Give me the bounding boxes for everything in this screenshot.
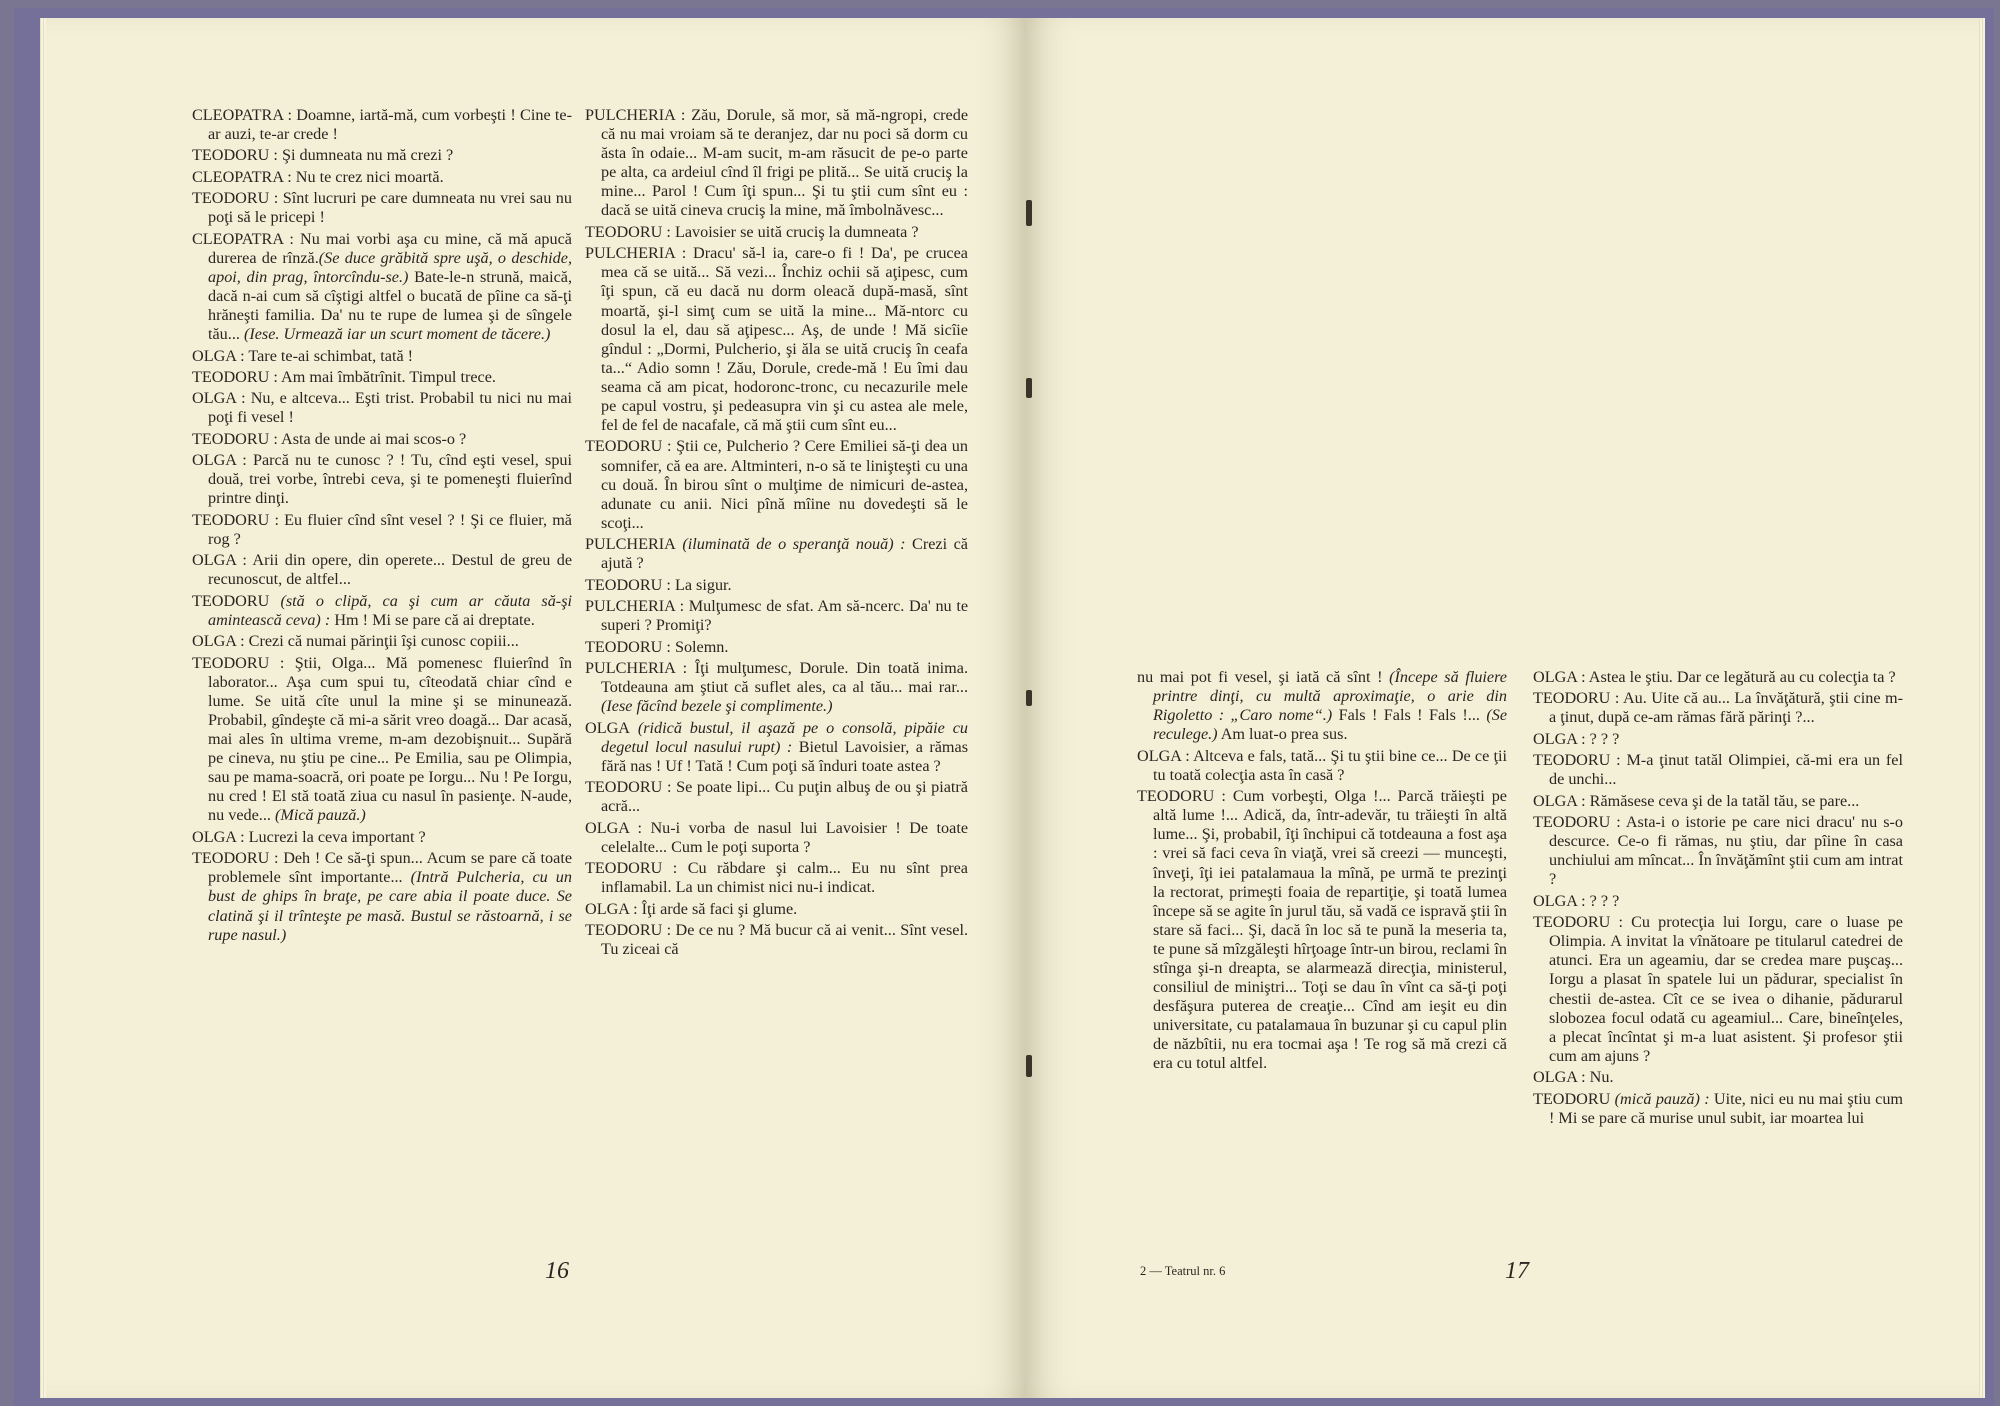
speaker-name: PULCHERIA : (585, 106, 686, 124)
speaker-name: TEODORU : (585, 778, 672, 797)
dialogue-text: De ce nu ? Mă bucur că ai venit... Sînt vesel. Tu ziceai că (601, 921, 968, 959)
dialogue-text: Arii din opere, din operete... Destul de greu de recunoscut, de altfel... (208, 551, 572, 589)
dialogue-text: Crezi că numai părinţii îşi cunosc copiii... (244, 632, 519, 651)
dialogue-line (192, 849, 572, 944)
speaker-name: OLGA : (192, 451, 247, 470)
left-page-column-1 (192, 106, 572, 947)
speaker-name: TEODORU : (585, 637, 671, 656)
speaker-name: TEODORU (1533, 1089, 1611, 1108)
dialogue-text: Parcă nu te cunosc ? ! Tu, cînd eşti vesel, spui două, trei vorbe, întrebi ceva, şi te pomeneşti fluierînd printre dinţi. (208, 451, 573, 508)
dialogue-line (192, 654, 572, 826)
speaker-name: PULCHERIA : (585, 597, 685, 616)
dialogue-text: Nu, e altceva... Eşti trist. Probabil tu nici nu mai poţi fi vesel ! (208, 389, 572, 427)
dialogue-line (1533, 913, 1903, 1066)
dialogue-line (192, 451, 572, 508)
dialogue-text: Cu protecţia lui Iorgu, care o luase pe Olimpia. A invitat la vînătoare pe titularul catedrei de atunci. Era un ageamiu, dar se credea mare puşcaş... Iorgu a plasat în spatele lui un pădurar, specialist în chestii de-astea. Cît ce se ivea o dihanie, pădurarul slobozea focul odată cu ageamiul... Care, bineînţeles, a plecat încîntat şi m-a luat asistent. Şi profesor ştii cum am ajuns ? (1549, 913, 1903, 1065)
dialogue-text: Solemn. (670, 637, 729, 656)
dialogue-line (192, 592, 572, 630)
speaker-name: OLGA : (585, 818, 643, 837)
dialogue-text: Doamne, iartă-mă, cum vorbeşti ! Cine te-ar auzi, te-ar crede ! (208, 106, 572, 144)
dialogue-line (192, 551, 572, 589)
speaker-name: TEODORU : (1533, 751, 1621, 770)
dialogue-line (192, 106, 572, 144)
dialogue-text: Nu mai vorbi aşa cu mine, că mă apucă durerea de rînză. (208, 229, 572, 267)
dialogue-line (1533, 751, 1903, 789)
printer-signature: 2 — Teatrul nr. 6 (1140, 1264, 1226, 1278)
speaker-name: TEODORU : (192, 849, 279, 868)
binding-stitch (1026, 200, 1032, 226)
speaker-name: TEODORU : (192, 510, 279, 529)
dialogue-line (585, 900, 968, 919)
dialogue-text: Deh ! Ce să-ţi spun... Acum se pare că toate problemele sînt importante... (208, 849, 572, 887)
left-page-column-2 (585, 106, 968, 961)
dialogue-text: M-a ţinut tatăl Olimpiei, că-mi era un fel de unchi... (1549, 751, 1903, 789)
speaker-name: OLGA : (1533, 1068, 1586, 1087)
stage-direction: (Se reculege.) (1153, 706, 1508, 744)
dialogue-text: Nu te crez nici moartă. (291, 167, 444, 186)
speaker-name: OLGA : (1533, 729, 1586, 748)
dialogue-text: Am mai îmbătrînit. Timpul trece. (277, 368, 496, 386)
dialogue-line (1137, 747, 1507, 785)
page-edge (1979, 18, 1985, 1398)
dialogue-text: Şi dumneata nu mă crezi ? (277, 146, 454, 165)
binding-stitch (1026, 378, 1032, 398)
stage-direction: (Mică pauză.) (270, 806, 366, 825)
stage-direction: (Se duce grăbită spre uşă, o deschide, apoi, din prag, întorcîndu-se.) (208, 248, 572, 286)
speaker-name: CLEOPATRA : (192, 229, 294, 248)
dialogue-text: Lucrezi la ceva important ? (244, 827, 426, 846)
dialogue-line (585, 859, 968, 897)
dialogue-text: Am luat-o prea sus. (1217, 725, 1348, 744)
dialogue-text: Nu-i vorba de nasul lui Lavoisier ! De toate celelalte... Cum le poţi suporta ? (601, 818, 968, 856)
dialogue-text: La sigur. (670, 575, 732, 594)
dialogue-text: Bate-le-n strună, maică, dacă n-ai cum să cîştigi altfel o bucată de pîine ca să-ţi hrăneşti familia. Da' nu te rupe de lumea şi de sîngele tău... (208, 267, 572, 344)
dialogue-text: Zău, Dorule, să mor, să mă-ngropi, crede că nu mai vroiam să te deranjez, dar nu poci să dorm cu ăsta în odaie... M-am sucit, m-am răsucit de pe-o parte pe alta, ca ardeiul cînd îl frigi pe plită... Se uită cruciş la mine... Parol ! Cum îţi spun... Şi tu ştii cum sînt eu : dacă se uită cineva cruciş la mine, mă îmbolnăvesc... (601, 106, 969, 220)
speaker-name: OLGA : (1533, 791, 1586, 810)
speaker-name: OLGA (585, 718, 630, 737)
speaker-name: OLGA : (192, 827, 245, 846)
speaker-name: PULCHERIA : (585, 659, 688, 677)
dialogue-line (192, 632, 572, 651)
dialogue-text: Hm ! Mi se pare că ai dreptate. (330, 610, 535, 629)
speaker-name: TEODORU : (1533, 689, 1620, 708)
speaker-name: TEODORU : (585, 222, 671, 241)
dialogue-text: Mulţumesc de sfat. Am să-ncerc. Da' nu te superi ? Promiţi? (601, 597, 968, 635)
speaker-name: CLEOPATRA : (192, 167, 292, 186)
dialogue-line (585, 921, 968, 959)
dialogue-line (1533, 689, 1903, 727)
dialogue-text: Ştii ce, Pulcherio ? Cere Emiliei să-ţi dea un somnifer, că ea are. Altminteri, n-o să te linişteşti cu una cu două. În birou sînt o mulţime de nimicuri de-astea, adunate cu anii. Nici pînă mîine nu dovedeşti să le scoţi... (601, 437, 968, 532)
dialogue-line (585, 535, 968, 573)
dialogue-text: Lavoisier se uită cruciş la dumneata ? (670, 222, 919, 241)
dialogue-line (1137, 787, 1507, 1073)
dialogue-text: Fals ! Fals ! Fals !... (1332, 706, 1480, 725)
stage-direction: (mică pauză) : (1610, 1089, 1710, 1108)
dialogue-line (1533, 892, 1903, 911)
dialogue-line (1533, 792, 1903, 811)
dialogue-line (192, 347, 572, 366)
speaker-name: TEODORU : (1137, 787, 1226, 806)
stage-direction: (stă o clipă, ca şi cum ar căuta să-şi amintească ceva) : (208, 591, 572, 629)
dialogue-text: Astea le ştiu. Dar ce legătură au cu colecţia ta ? (1585, 668, 1896, 686)
dialogue-text: Cu răbdare şi calm... Eu nu sînt prea inflamabil. La un chimist nici nu-i indicat. (601, 859, 968, 897)
dialogue-line (192, 389, 572, 427)
dialogue-text: Îţi arde să faci şi glume. (637, 899, 798, 918)
dialogue-text: Ştii, Olga... Mă pomenesc fluierînd în laborator... Aşa cum spui tu, cîteodată chiar cînd e lume. Se uită cîte unul la mine şi se minunează. Probabil, gîndeşte că mi-a sărit vreo doagă... Dar acasă, mai ales în ultima vreme, m-am dezobişnuit... Supără pe cineva, nu ştiu pe cine... Pe Emilia, sau pe Olimpia, sau pe mama-soacră, ori poate pe Iorgu... Nu ! Pe Iorgu, nu cred ! El stă toată ziua cu nasul în pasienţe. N-aude, nu vede... (208, 653, 572, 825)
binding-stitch (1026, 1055, 1032, 1077)
speaker-name: TEODORU (192, 591, 270, 610)
dialogue-text: Rămăsese ceva şi de la tatăl tău, se pare... (1585, 791, 1860, 810)
dialogue-text: Tare te-ai schimbat, tată ! (244, 346, 414, 365)
speaker-name: OLGA : (585, 899, 638, 918)
stage-direction: (ridică bustul, il aşază pe o consolă, pipăie cu degetul locul nasului rupt) : (601, 718, 968, 756)
dialogue-text: ? ? ? (1585, 729, 1620, 748)
stage-direction: (Intră Pulcheria, cu un bust de ghips în braţe, pe care abia il poate duce. Se clatină şi il trînteşte pe masă. Bustul se răstoarnă, i se rupe nasul.) (208, 868, 572, 944)
speaker-name: OLGA : (1533, 891, 1586, 910)
dialogue-line (585, 778, 968, 816)
dialogue-text: Altceva e fals, tată... Şi tu ştii bine ce... De ce ţii tu toată colecţia asta în casă ? (1153, 746, 1507, 784)
dialogue-line (192, 230, 572, 345)
dialogue-line (1137, 668, 1507, 744)
dialogue-line (585, 106, 968, 221)
speaker-name: OLGA : (192, 632, 245, 651)
speaker-name: OLGA : (1533, 668, 1586, 686)
speaker-name: TEODORU : (192, 653, 285, 672)
page-edge (40, 18, 46, 1398)
page-number: 16 (545, 1258, 569, 1284)
speaker-name: TEODORU : (585, 921, 672, 939)
dialogue-line (585, 719, 968, 776)
dialogue-text: Uite, nici eu nu mai ştiu cum ! Mi se pare că murise unul subit, iar moartea lui (1549, 1089, 1904, 1127)
speaker-name: TEODORU : (585, 575, 671, 594)
dialogue-text: Cum vorbeşti, Olga !... Parcă trăieşti pe altă lume !... Adică, da, într-adevăr, tu trăieşti în altă lume... Şi, probabil, îţi închipui că totdeauna a fost aşa : vrei să faci ceva în viaţă, vrei să creezi — munceşti, înveţi, îţi iei patalamaua la mînă, pe urmă te prezinţi la rectorat, primeşti foaia de repartiţie, şi toată lumea începe să se agite în jurul tău, să vadă ce ispravă ştii în stare să faci... Şi, dacă în loc să te pună la meseria ta, te pune să mîzgăleşti hîrţoage într-un birou, reclami în stînga şi-n dreapta, se alarmează direcţia, ministerul, consiliul de miniştri... Toţi se dau în vînt ca să-ţi poţi desfăşura puterea de creaţie... Cînd am ieşit eu din universitate, cu patalamaua în buzunar şi cu capul plin de năzbîtii, nu era tocmai aşa ! Te rog să mă crezi că era cu totul altfel. (1153, 787, 1507, 1073)
dialogue-text: nu mai pot fi vesel, şi iată că sînt ! (1137, 668, 1383, 686)
speaker-name: PULCHERIA : (585, 244, 687, 263)
stage-direction: (iluminată de o speranţă nouă) : (675, 535, 906, 554)
dialogue-line (192, 511, 572, 549)
dialogue-line (192, 146, 572, 165)
dialogue-line (585, 437, 968, 532)
speaker-name: OLGA : (192, 389, 246, 408)
dialogue-text: Dracu' să-l ia, care-o fi ! Da', pe crucea mea că se uită... Să vezi... Închiz ochii să aţipesc, cum îţi spun, că eu dacă nu dorm oleacă după-masă, sînt moartă, şi-l simţ cum se uită la mine... Mă-ntorc cu dosul la el, dau să aţipesc... Aş, de unde ! Mă sicîie gîndul : „Dormi, Pulcherio, şi ăla se uită cruciş în ceafa ta...“ Adio somn ! Zău, Dorule, crede-mă ! Eu îmi dau seama că am picat, hodoronc-tronc, cu necazurile mele pe capul vostru, şi pedeasupra vin şi cu astea ale mele, fel de fel de nacafale, că mă ştii cum sînt eu... (601, 244, 968, 435)
dialogue-text: Sînt lucruri pe care dumneata nu vrei sau nu poţi să le pricepi ! (208, 189, 572, 227)
dialogue-line (192, 430, 572, 449)
dialogue-line (1533, 1090, 1903, 1128)
binding-stitch (1026, 690, 1032, 706)
stage-direction: (Iese. Urmează iar un scurt moment de tăcere.) (239, 325, 551, 344)
dialogue-line (585, 597, 968, 635)
right-page (1025, 18, 1985, 1398)
speaker-name: TEODORU : (192, 146, 278, 165)
dialogue-line (192, 168, 572, 187)
dialogue-text: Bietul Lavoisier, a rămas fără nas ! Uf ! Tată ! Cum poţi să înduri toate astea ? (601, 737, 969, 775)
stage-direction: (Iese făcînd bezele şi complimente.) (601, 697, 833, 716)
dialogue-line (1533, 1068, 1903, 1087)
page-number: 17 (1505, 1258, 1529, 1284)
stage-direction: (Începe să fluiere printre dinţi, cu multă aproximaţie, o arie din Rigoletto : „Caro nome“.) (1153, 668, 1507, 725)
dialogue-line (585, 638, 968, 657)
speaker-name: CLEOPATRA : (192, 106, 292, 124)
dialogue-text: Crezi că ajută ? (601, 535, 968, 573)
speaker-name: TEODORU : (1533, 813, 1621, 832)
speaker-name: PULCHERIA (585, 535, 676, 554)
right-page-column-2 (1533, 668, 1903, 1130)
dialogue-line (585, 659, 968, 716)
speaker-name: TEODORU : (585, 859, 678, 878)
dialogue-text: ? ? ? (1585, 891, 1620, 910)
right-page-column-1 (1137, 668, 1507, 1076)
dialogue-text: Îţi mulţumesc, Dorule. Din toată inima. Totdeauna am ştiut că suflet ales, ca al tău... mai rar... (601, 659, 968, 697)
speaker-name: OLGA : (192, 346, 245, 365)
speaker-name: TEODORU : (192, 189, 279, 208)
dialogue-text: Au. Uite că au... La învăţătură, ştii cine m-a ţinut, după ce-am rămas fără părinţi ?... (1549, 689, 1903, 727)
dialogue-line (1533, 668, 1903, 687)
dialogue-text: Asta-i o istorie pe care nici dracu' nu s-o descurce. Ce-o fi rămas, nu ştiu, dar pîine în casa unchiului am mîncat... În învăţămînt ştii cum am intrat ? (1549, 813, 1903, 889)
dialogue-line (192, 368, 572, 387)
speaker-name: OLGA : (192, 551, 247, 570)
speaker-name: TEODORU : (585, 437, 672, 456)
speaker-name: TEODORU : (192, 368, 278, 386)
dialogue-text: Eu fluier cînd sînt vesel ? ! Şi ce fluier, mă rog ? (208, 510, 572, 548)
left-page (40, 18, 1025, 1398)
dialogue-text: Nu. (1585, 1068, 1614, 1087)
speaker-name: OLGA : (1137, 746, 1190, 765)
dialogue-line (192, 189, 572, 227)
dialogue-text: Asta de unde ai mai scos-o ? (277, 429, 467, 448)
dialogue-line (585, 223, 968, 242)
dialogue-line (585, 244, 968, 435)
dialogue-line (1533, 730, 1903, 749)
speaker-name: TEODORU : (192, 429, 278, 448)
dialogue-line (585, 576, 968, 595)
dialogue-line (1533, 813, 1903, 889)
dialogue-line (192, 828, 572, 847)
dialogue-line (585, 819, 968, 857)
dialogue-text: Se poate lipi... Cu puţin albuş de ou şi piatră acră... (601, 778, 968, 816)
speaker-name: TEODORU : (1533, 913, 1623, 932)
